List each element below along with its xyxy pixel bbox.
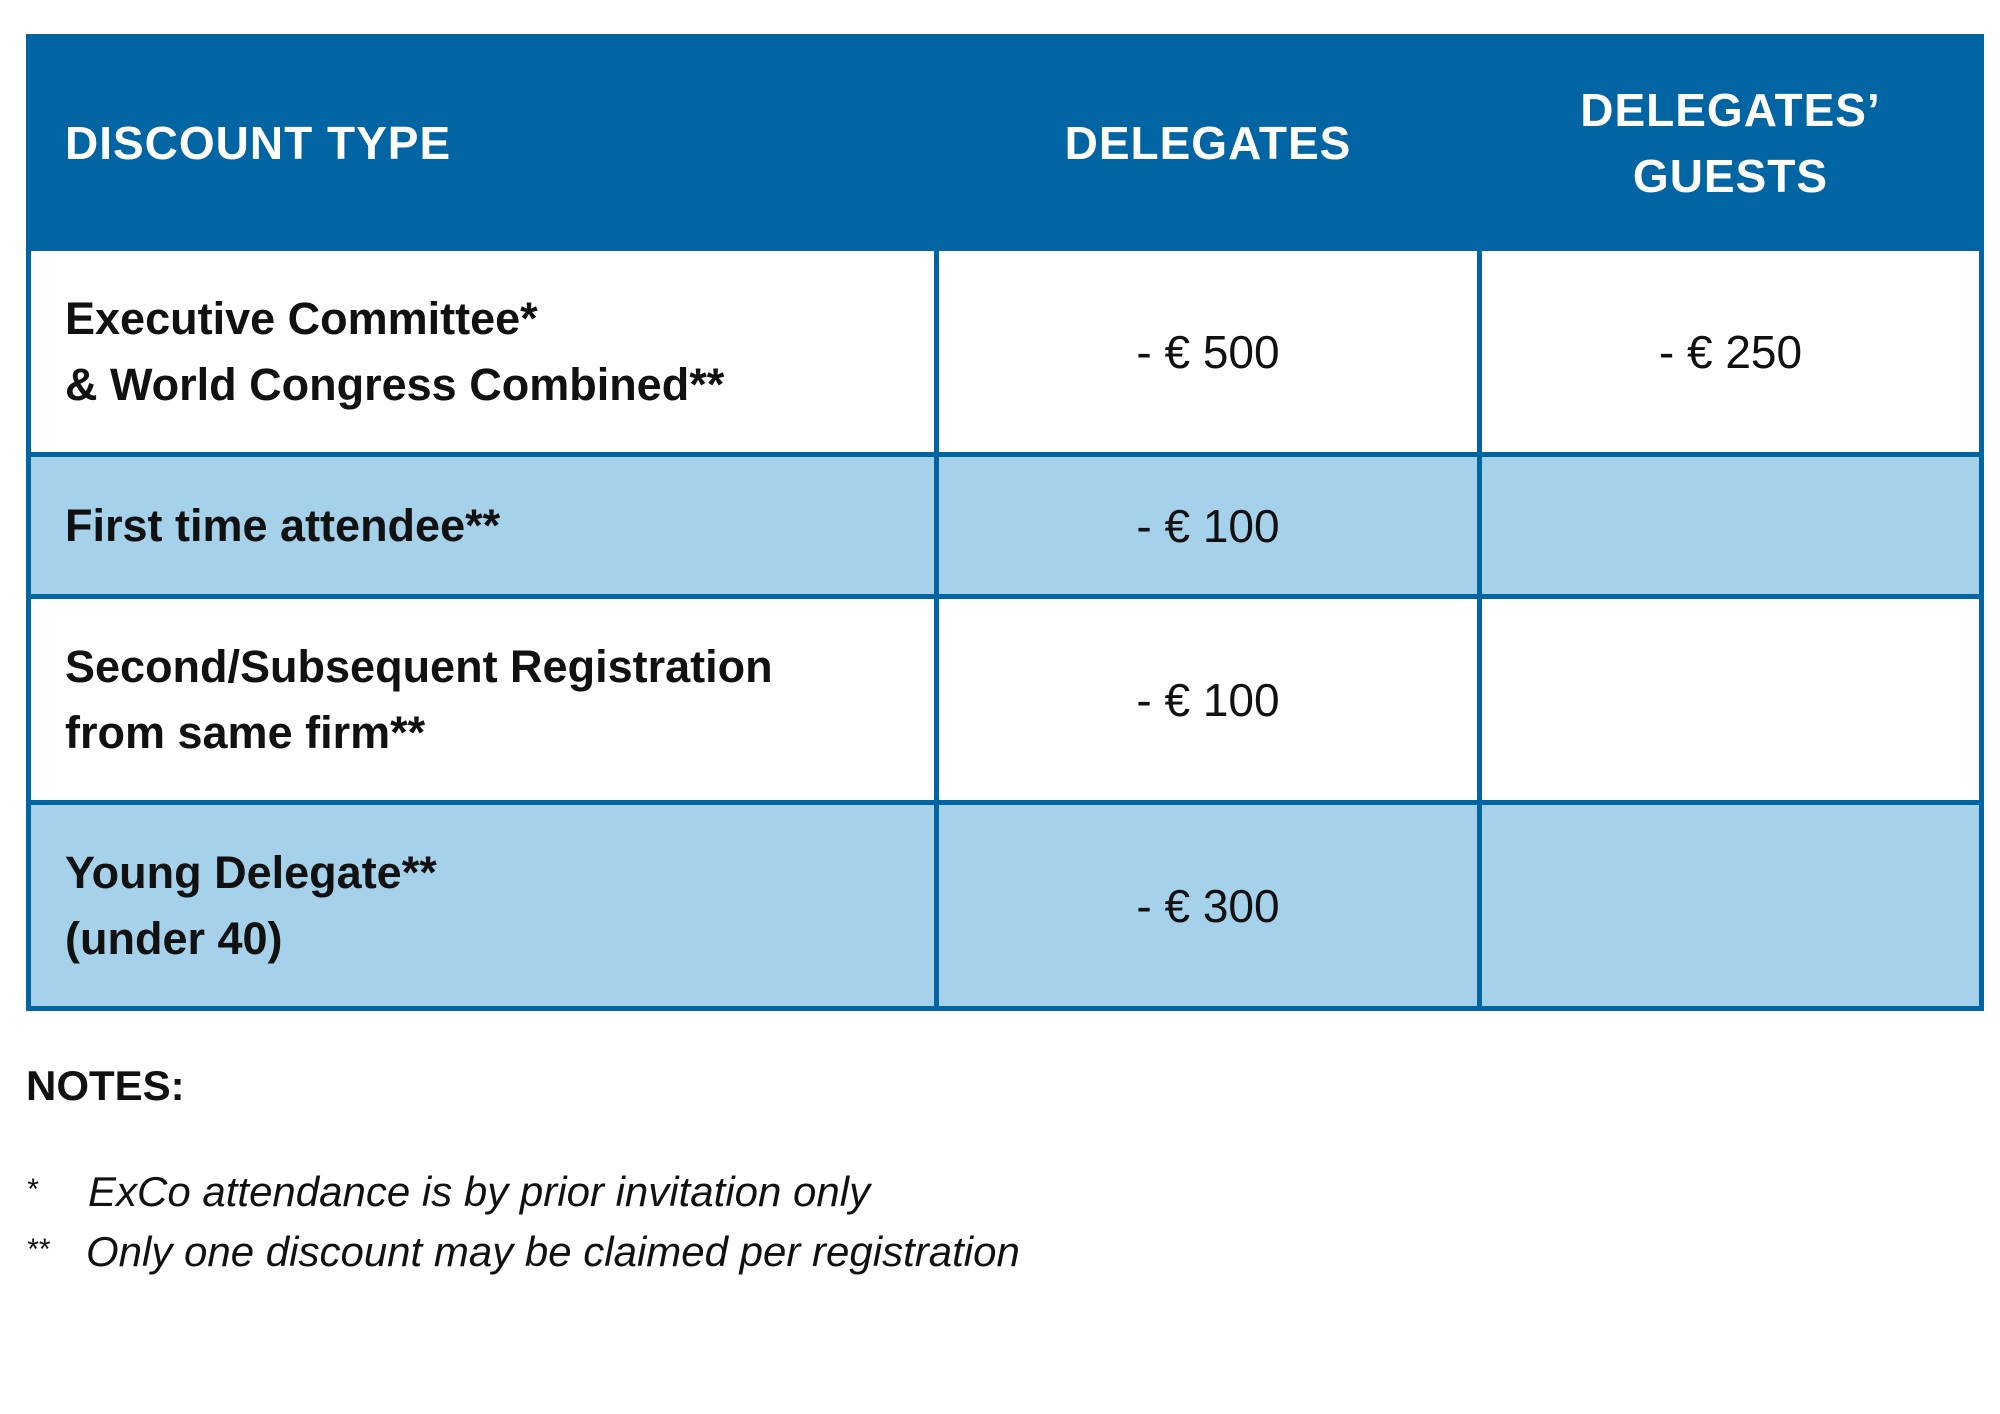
note-item xyxy=(26,1162,1926,1222)
note-marker: ** xyxy=(26,1233,50,1266)
discount-type-cell xyxy=(29,249,937,455)
discount-type-line1: Executive Committee* xyxy=(65,292,538,344)
guests-discount: - € 250 xyxy=(1480,249,1982,455)
discount-type-line2: (under 40) xyxy=(65,912,283,964)
table-row xyxy=(29,249,1982,455)
delegates-discount: - € 100 xyxy=(937,455,1480,597)
delegates-discount: - € 300 xyxy=(937,803,1480,1009)
discount-table xyxy=(26,34,1984,1011)
discount-type-cell xyxy=(29,455,937,597)
discount-type-line1: Second/Subsequent Registration xyxy=(65,640,773,692)
guests-discount xyxy=(1480,803,1982,1009)
note-text: Only one discount may be claimed per registration xyxy=(86,1228,1020,1275)
guests-discount xyxy=(1480,597,1982,803)
notes-title: NOTES: xyxy=(26,1062,185,1109)
table-row xyxy=(29,455,1982,597)
discount-type-line1: Young Delegate** xyxy=(65,846,437,898)
table-row xyxy=(29,803,1982,1009)
delegates-discount: - € 500 xyxy=(937,249,1480,455)
header-delegates: DELEGATES xyxy=(937,37,1480,249)
discount-type-cell xyxy=(29,803,937,1009)
header-guests-line1: DELEGATES’ xyxy=(1580,83,1881,136)
note-text: ExCo attendance is by prior invitation only xyxy=(88,1168,871,1215)
guests-discount xyxy=(1480,455,1982,597)
header-guests-line2: GUESTS xyxy=(1632,149,1829,202)
note-marker: * xyxy=(26,1173,38,1206)
discount-type-line2: & World Congress Combined** xyxy=(65,358,725,410)
note-item xyxy=(26,1222,1926,1282)
notes-section xyxy=(26,1058,1926,1282)
header-discount-type: DISCOUNT TYPE xyxy=(29,37,937,249)
header-delegates-guests xyxy=(1480,37,1982,249)
table-header-row xyxy=(29,37,1982,249)
delegates-discount: - € 100 xyxy=(937,597,1480,803)
discount-type-line1: First time attendee** xyxy=(65,499,501,551)
discount-type-cell xyxy=(29,597,937,803)
discount-type-line2: from same firm** xyxy=(65,706,426,758)
table-row xyxy=(29,597,1982,803)
